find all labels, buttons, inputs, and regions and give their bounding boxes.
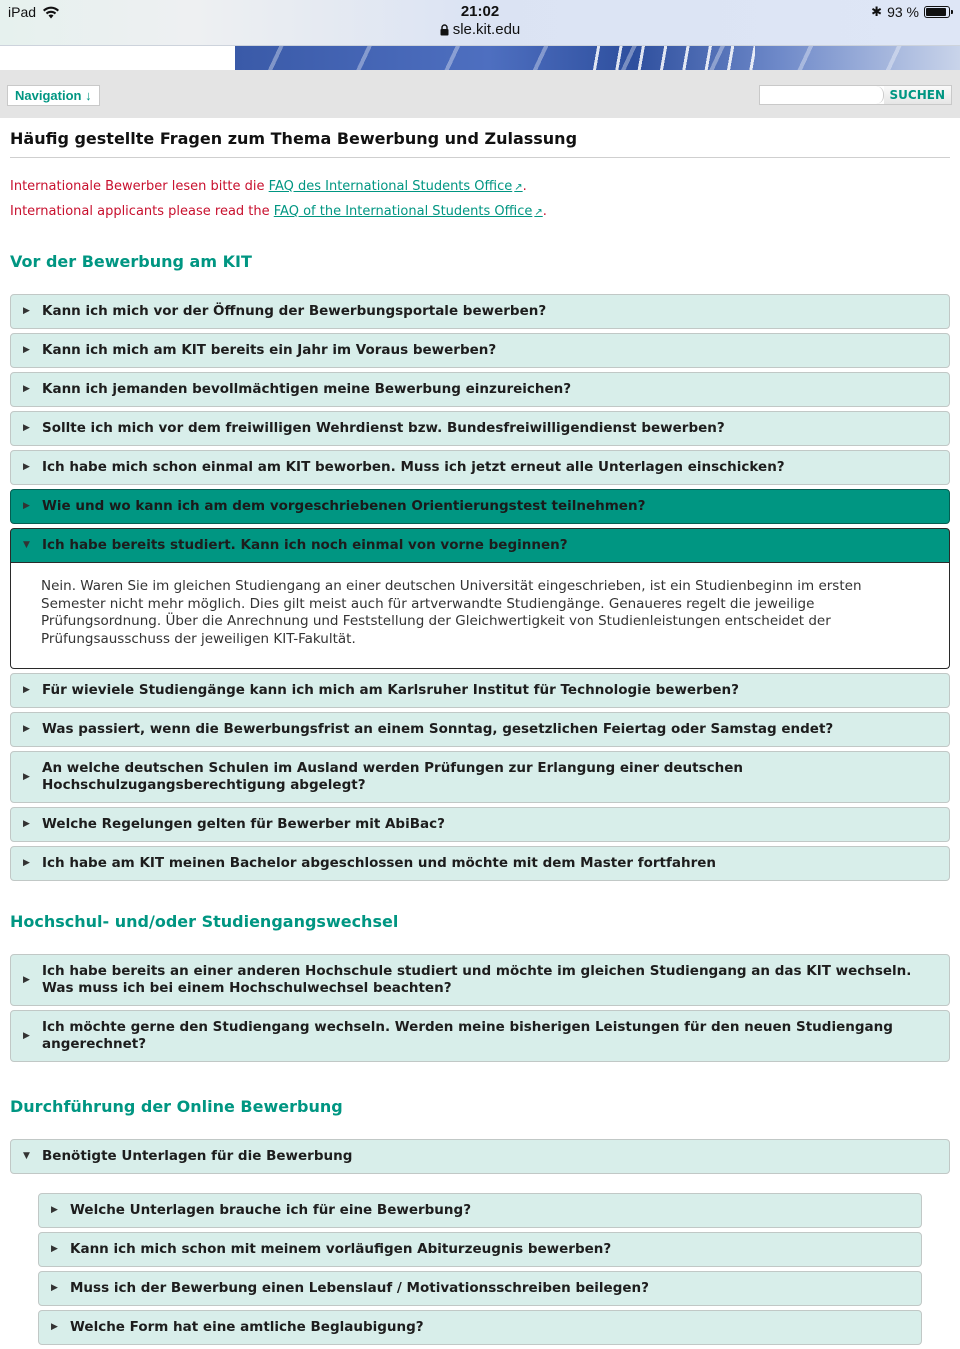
status-right — [871, 4, 950, 20]
search-form — [759, 85, 952, 105]
caret-down-icon: ▼ — [23, 1151, 30, 1161]
faq-item[interactable] — [10, 372, 950, 407]
ios-status-bar — [0, 0, 960, 46]
faq-item[interactable] — [10, 807, 950, 842]
caret-right-icon: ▶ — [23, 974, 30, 985]
faq-item[interactable] — [10, 846, 950, 881]
faq-list-online-bewerbung — [10, 1139, 950, 1345]
faq-item[interactable] — [10, 1010, 950, 1062]
faq-answer: Nein. Waren Sie im gleichen Studiengang an einer deutschen Universität eingeschrieben, ist ein Studienbeginn im ersten Semester nicht mehr möglich. Dies gilt meist auch für artverwandte Studiengänge. Genaueres regelt die jeweilige Prüfungsordnung. Über die Anrechnung und Feststellung der Gleichwertigkeit von Studienleistungen entscheidet der Prüfungsausschuss der jeweiligen KIT-Fakultät. — [10, 563, 950, 669]
faq-question: Ich habe am KIT meinen Bachelor abgeschlossen und möchte mit dem Master fortfahren — [42, 855, 716, 871]
faq-item[interactable] — [10, 673, 950, 708]
faq-iso-link-en[interactable] — [274, 204, 543, 219]
header-image-pattern — [585, 46, 755, 70]
lock-icon — [440, 24, 449, 36]
section-title-vor-der-bewerbung: Vor der Bewerbung am KIT — [10, 252, 252, 271]
faq-question: Welche Form hat eine amtliche Beglaubigung? — [70, 1319, 424, 1335]
notice-de-text: Internationale Bewerber lesen bitte die — [10, 179, 269, 194]
address-bar[interactable] — [440, 21, 521, 38]
caret-right-icon: ▶ — [23, 685, 30, 695]
faq-iso-link-de-label: FAQ des International Students Office — [268, 179, 513, 194]
navigation-bar — [0, 70, 960, 118]
faq-question: Muss ich der Bewerbung einen Lebenslauf / Motivationsschreiben beilegen? — [70, 1280, 649, 1296]
status-center — [0, 3, 960, 41]
faq-group-label: Benötigte Unterlagen für die Bewerbung — [42, 1148, 353, 1164]
faq-question: Kann ich jemanden bevollmächtigen meine Bewerbung einzureichen? — [42, 381, 572, 397]
caret-right-icon: ▶ — [23, 345, 30, 355]
caret-right-icon: ▶ — [51, 1244, 58, 1254]
battery-fill — [926, 8, 946, 16]
page-title: Häufig gestellte Fragen zum Thema Bewerbung und Zulassung — [10, 118, 950, 158]
notice-en-suffix: . — [542, 204, 547, 219]
notice-de — [10, 175, 950, 200]
clock: 21:02 — [460, 3, 500, 20]
faq-question: Kann ich mich am KIT bereits ein Jahr im Voraus bewerben? — [42, 342, 497, 358]
caret-right-icon: ▶ — [51, 1205, 58, 1215]
international-notice — [10, 175, 950, 225]
faq-sub-item[interactable] — [38, 1271, 922, 1306]
caret-right-icon: ▶ — [23, 423, 30, 433]
url-text: sle.kit.edu — [452, 21, 521, 38]
navigation-button[interactable]: Navigation ↓ — [7, 85, 100, 106]
faq-sub-list — [38, 1193, 922, 1345]
faq-question: Was passiert, wenn die Bewerbungsfrist an einem Sonntag, gesetzlichen Feiertag oder Samstag endet? — [42, 721, 834, 737]
section-title-online-bewerbung: Durchführung der Online Bewerbung — [10, 1097, 343, 1116]
notice-de-suffix: . — [522, 179, 527, 194]
faq-item[interactable] — [10, 411, 950, 446]
faq-question: Welche Unterlagen brauche ich für eine Bewerbung? — [70, 1202, 472, 1218]
faq-question: Welche Regelungen gelten für Bewerber mit AbiBac? — [42, 816, 445, 832]
caret-right-icon: ▶ — [23, 306, 30, 316]
faq-question: An welche deutschen Schulen im Ausland werden Prüfungen zur Erlangung einer deutschen Hochschulzugangsberechtigung abgelegt? — [42, 760, 744, 793]
caret-right-icon: ▶ — [23, 771, 30, 782]
faq-question: Sollte ich mich vor dem freiwilligen Wehrdienst bzw. Bundesfreiwilligendienst bewerben? — [42, 420, 725, 436]
bluetooth-icon: ✱ — [871, 4, 883, 19]
caret-right-icon: ▶ — [23, 724, 30, 734]
caret-right-icon: ▶ — [23, 858, 30, 868]
faq-question: Kann ich mich vor der Öffnung der Bewerbungsportale bewerben? — [42, 303, 547, 319]
caret-right-icon: ▶ — [23, 819, 30, 829]
header-image — [235, 46, 960, 70]
battery-percent: 93 % — [887, 4, 919, 20]
notice-en-text: International applicants please read the — [10, 204, 274, 219]
faq-question: Ich möchte gerne den Studiengang wechseln. Werden meine bisherigen Leistungen für den neuen Studiengang angerechnet? — [42, 1019, 893, 1052]
device-label: iPad — [8, 4, 37, 20]
caret-right-icon: ▶ — [23, 462, 30, 472]
faq-list-vor-der-bewerbung — [10, 294, 950, 881]
caret-right-icon: ▶ — [51, 1322, 58, 1332]
external-link-icon: ↗ — [534, 207, 543, 218]
faq-iso-link-en-label: FAQ of the International Students Office — [273, 204, 533, 219]
faq-question: Ich habe mich schon einmal am KIT beworben. Muss ich jetzt erneut alle Unterlagen einschicken? — [42, 459, 785, 475]
faq-item-expanded[interactable] — [10, 528, 950, 563]
caret-right-icon: ▶ — [23, 501, 30, 511]
faq-sub-item[interactable] — [38, 1193, 922, 1228]
caret-right-icon: ▶ — [23, 1030, 30, 1041]
notice-en — [10, 200, 950, 225]
battery-icon — [924, 6, 950, 18]
faq-sub-item[interactable] — [38, 1310, 922, 1345]
faq-question: Wie und wo kann ich am dem vorgeschriebenen Orientierungstest teilnehmen? — [42, 498, 646, 514]
caret-right-icon: ▶ — [51, 1283, 58, 1293]
faq-question: Ich habe bereits an einer anderen Hochschule studiert und möchte im gleichen Studiengang an das KIT wechseln. Was muss ich bei einem Hochschulwechsel beachten? — [42, 963, 912, 996]
faq-item[interactable] — [10, 751, 950, 803]
faq-iso-link-de[interactable] — [269, 179, 523, 194]
caret-right-icon: ▶ — [23, 384, 30, 394]
faq-question: Für wieviele Studiengänge kann ich mich am Karlsruher Institut für Technologie bewerben? — [42, 682, 740, 698]
faq-group-expanded[interactable] — [10, 1139, 950, 1174]
faq-item[interactable] — [10, 450, 950, 485]
faq-question: Kann ich mich schon mit meinem vorläufigen Abiturzeugnis bewerben? — [70, 1241, 612, 1257]
faq-item[interactable] — [10, 294, 950, 329]
faq-item[interactable] — [10, 712, 950, 747]
faq-list-hochschulwechsel — [10, 954, 950, 1062]
search-input[interactable] — [760, 86, 884, 104]
external-link-icon: ↗ — [514, 182, 523, 193]
section-title-hochschulwechsel: Hochschul- und/oder Studiengangswechsel — [10, 912, 399, 931]
main-content — [10, 118, 950, 1349]
caret-down-icon: ▼ — [23, 540, 30, 550]
faq-item[interactable] — [10, 333, 950, 368]
faq-sub-item[interactable] — [38, 1232, 922, 1267]
faq-item-hovered[interactable] — [10, 489, 950, 524]
search-button[interactable]: SUCHEN — [884, 86, 951, 104]
site-header-banner — [0, 46, 960, 70]
faq-item[interactable] — [10, 954, 950, 1006]
faq-question: Ich habe bereits studiert. Kann ich noch einmal von vorne beginnen? — [42, 537, 568, 553]
